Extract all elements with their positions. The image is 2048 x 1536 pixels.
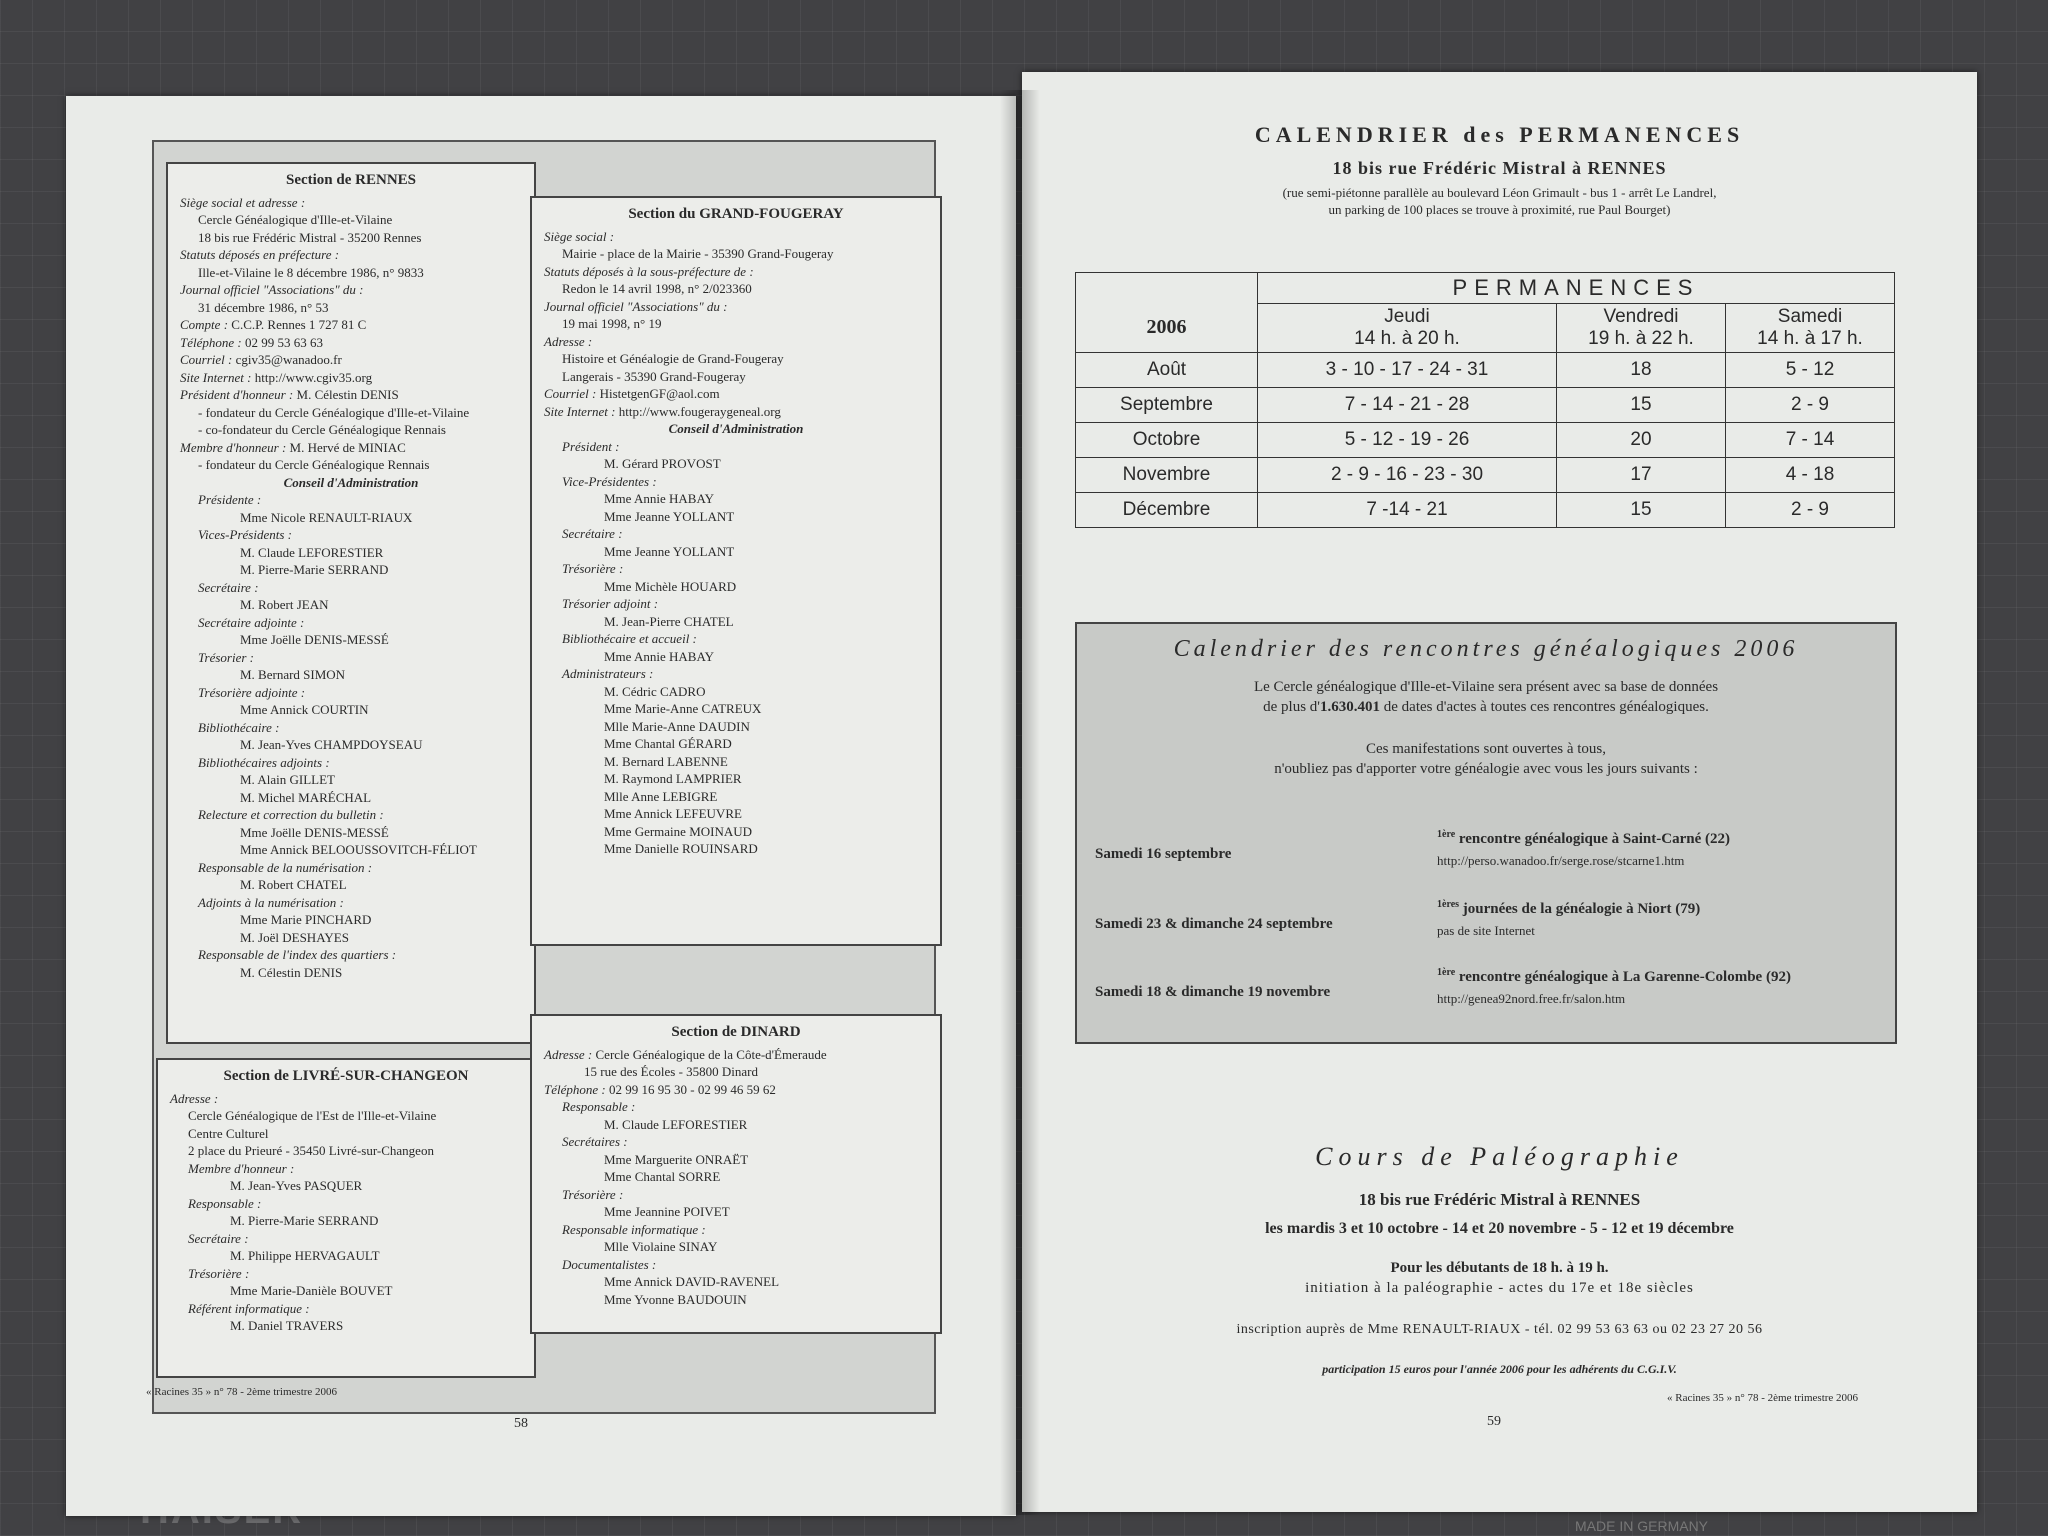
table-cell-vendredi: 18 (1557, 353, 1726, 388)
section-line: Responsable : (188, 1195, 262, 1211)
section-rennes (166, 162, 536, 1044)
field-label: Téléphone : (180, 334, 242, 350)
section-line: Siège social : (544, 228, 615, 244)
section-line: Mme Annick DAVID-RAVENEL (604, 1274, 780, 1289)
page-number: 59 (1487, 1414, 1501, 1429)
intro-text: de plus d' (1263, 699, 1321, 715)
table-cell-month: Septembre (1076, 388, 1258, 423)
section-line: 15 rue des Écoles - 35800 Dinard (584, 1064, 759, 1079)
table-col-header (1258, 304, 1557, 353)
section-line: Mme Nicole RENAULT-RIAUX (240, 509, 413, 525)
field-label: Adresse : (544, 1046, 593, 1062)
section-line: 18 bis rue Frédéric Mistral - 35200 Rennes (198, 229, 422, 245)
section-line: Mme Jeannine POIVET (604, 1204, 730, 1219)
section-line: Trésorière : (188, 1265, 250, 1281)
section-line: M. Gérard PROVOST (604, 456, 721, 471)
section-line: M. Pierre-Marie SERRAND (240, 562, 389, 577)
table-cell-jeudi: 3 - 10 - 17 - 24 - 31 (1258, 353, 1557, 388)
event-title (1437, 824, 1730, 850)
event-title (1437, 962, 1791, 988)
note-line: n'oubliez pas d'apporter votre généalogie avec vous les jours suivants : (1274, 761, 1698, 777)
section-line (544, 1081, 928, 1099)
section-line: Bibliothécaires adjoints : (198, 754, 330, 770)
section-line: Mme Chantal GÉRARD (604, 736, 732, 751)
section-line: Bibliothécaire : (198, 719, 280, 735)
section-line: 19 mai 1998, n° 19 (562, 316, 662, 331)
section-line: - co-fondateur du Cercle Généalogique Rennais (198, 422, 446, 437)
table-cell-vendredi: 20 (1557, 423, 1726, 458)
page-footer: « Racines 35 » n° 78 - 2ème trimestre 2006 (146, 1386, 338, 1398)
section-line: Mme Marguerite ONRAËT (604, 1151, 749, 1167)
section-line: Trésorière : (562, 1186, 624, 1202)
section-line: Trésorier : (198, 649, 254, 665)
calendar-address: 18 bis rue Frédéric Mistral à RENNES (1332, 158, 1667, 178)
event-detail (1437, 962, 1791, 1009)
section-line: Adjoints à la numérisation : (198, 894, 344, 910)
event-title (1437, 894, 1700, 920)
section-line: M. Jean-Yves PASQUER (230, 1178, 363, 1193)
rencontres-intro (1077, 677, 1895, 717)
section-line: Mme Annick BELOOUSSOVITCH-FÉLIOT (240, 842, 477, 857)
field-value: cgiv35@wanadoo.fr (232, 352, 342, 367)
intro-line (1077, 697, 1895, 717)
section-line (180, 369, 522, 387)
table-cell-samedi: 2 - 9 (1726, 493, 1895, 528)
made-in-label: MADE IN GERMANY (1575, 1518, 1709, 1534)
section-line: Mme Annick COURTIN (240, 702, 369, 717)
section-livre-sur-changeon (156, 1058, 536, 1378)
section-line: Mlle Violaine SINAY (604, 1239, 718, 1254)
section-line: Responsable informatique : (562, 1221, 706, 1237)
event-detail (1437, 824, 1730, 871)
section-line: Journal officiel "Associations" du : (180, 282, 364, 297)
event-name: journées de la généalogie à Niort (79) (1462, 901, 1701, 917)
section-line: Administrateurs : (562, 666, 654, 681)
section-dinard (530, 1014, 942, 1334)
section-line: Statuts déposés à la sous-préfecture de : (544, 263, 754, 279)
section-line: Documentalistes : (562, 1256, 657, 1272)
section-line: Mme Marie-Anne CATREUX (604, 701, 762, 716)
section-line: Cercle Généalogique de l'Est de l'Ille-et-Vilaine (188, 1108, 437, 1123)
section-line: Responsable de l'index des quartiers : (198, 947, 397, 962)
section-line: Mme Annick LEFEUVRE (604, 806, 742, 821)
section-line: Mme Joëlle DENIS-MESSÉ (240, 632, 389, 647)
table-cell-jeudi: 7 -14 - 21 (1258, 493, 1557, 528)
rencontres-box (1075, 622, 1897, 1044)
table-cell-vendredi: 15 (1557, 493, 1726, 528)
section-line (544, 1046, 928, 1064)
section-line: 31 décembre 1986, n° 53 (198, 299, 329, 315)
section-line: M. Robert CHATEL (240, 877, 347, 892)
table-row (1076, 493, 1895, 528)
section-line: Centre Culturel (188, 1125, 269, 1141)
field-label: Téléphone : (544, 1081, 606, 1097)
table-cell-samedi: 4 - 18 (1726, 458, 1895, 493)
event-date: Samedi 23 & dimanche 24 septembre (1095, 916, 1333, 932)
table-row (1076, 423, 1895, 458)
subtitle-line: (rue semi-piétonne parallèle au boulevard Léon Grimault - bus 1 - arrêt Le Landrel, (1282, 185, 1717, 200)
table-cell-jeudi: 2 - 9 - 16 - 23 - 30 (1258, 458, 1557, 493)
cours-dates: les mardis 3 et 10 octobre - 14 et 20 novembre - 5 - 12 et 19 décembre (1265, 1220, 1734, 1237)
intro-line: Le Cercle généalogique d'Ille-et-Vilaine sera présent avec sa base de données (1253, 679, 1719, 695)
field-value: M. Célestin DENIS (293, 387, 399, 402)
event-url: http://genea92nord.free.fr/salon.htm (1437, 991, 1626, 1006)
col-hours: 19 h. à 22 h. (1588, 328, 1694, 349)
section-line: Mme Joëlle DENIS-MESSÉ (240, 824, 389, 840)
table-cell-vendredi: 17 (1557, 458, 1726, 493)
table-cell-month: Août (1076, 353, 1258, 388)
cours-initiation: initiation à la paléographie - actes du 17e et 18e siècles (1305, 1280, 1694, 1296)
section-line: M. Claude LEFORESTIER (240, 544, 384, 560)
section-line: M. Philippe HERVAGAULT (230, 1248, 380, 1263)
subtitle-line: un parking de 100 places se trouve à proximité, rue Paul Bourget) (1328, 202, 1671, 217)
event-name: rencontre généalogique à Saint-Carné (22) (1458, 831, 1730, 847)
section-title: Section de DINARD (671, 1024, 801, 1040)
event-name: rencontre généalogique à La Garenne-Colombe (92) (1458, 969, 1791, 985)
section-line (544, 385, 928, 403)
event-url: pas de site Internet (1437, 923, 1535, 938)
section-line: Mlle Marie-Anne DAUDIN (604, 718, 750, 734)
section-line: Mme Jeanne YOLLANT (604, 543, 735, 559)
section-line (180, 316, 522, 334)
event-url: http://perso.wanadoo.fr/serge.rose/stcarne1.htm (1437, 853, 1685, 868)
calendar-subtitle (1022, 184, 1977, 218)
section-line: M. Claude LEFORESTIER (604, 1116, 748, 1132)
section-line: Responsable : (562, 1099, 636, 1114)
col-day: Samedi (1777, 306, 1843, 327)
table-col-header (1557, 304, 1726, 353)
table-cell-jeudi: 5 - 12 - 19 - 26 (1258, 423, 1557, 458)
section-title: Section de LIVRÉ-SUR-CHANGEON (223, 1068, 469, 1084)
section-grand-fougeray (530, 196, 942, 946)
section-title: Section de RENNES (285, 172, 416, 188)
section-line: Mme Annie HABAY (604, 648, 715, 664)
section-line: Cercle Généalogique d'Ille-et-Vilaine (198, 212, 393, 227)
event-detail (1437, 894, 1700, 941)
section-line: Redon le 14 avril 1998, n° 2/023360 (562, 281, 752, 296)
intro-text: de dates d'actes à toutes ces rencontres généalogiques. (1380, 699, 1709, 715)
section-line: M. Joël DESHAYES (240, 929, 349, 945)
field-value: M. Hervé de MINIAC (286, 439, 406, 455)
section-line: Mme Michèle HOUARD (604, 578, 737, 594)
section-line: Vice-Présidentes : (562, 473, 657, 489)
table-year: 2006 (1076, 304, 1258, 353)
section-line: M. Alain GILLET (240, 772, 335, 787)
book-spine-shadow (1000, 90, 1040, 1515)
table-cell-jeudi: 7 - 14 - 21 - 28 (1258, 388, 1557, 423)
section-line: Président : (562, 438, 620, 454)
field-value: 02 99 53 63 63 (241, 334, 323, 350)
col-day: Jeudi (1384, 306, 1430, 327)
table-corner (1076, 273, 1258, 304)
section-line: Adresse : (544, 333, 593, 349)
right-page (1022, 72, 1977, 1512)
section-line: M. Pierre-Marie SERRAND (230, 1213, 379, 1228)
event-ordinal: 1ère (1437, 829, 1456, 840)
section-line: Trésorière : (562, 561, 624, 576)
section-line: Mme Germaine MOINAUD (604, 823, 753, 839)
section-line: Mme Marie PINCHARD (240, 912, 372, 927)
section-line: Mme Marie-Danièle BOUVET (230, 1283, 393, 1298)
record-count: 1.630.401 (1320, 699, 1381, 715)
section-line: Présidente : (198, 492, 262, 507)
section-line: Mairie - place de la Mairie - 35390 Grand-Fougeray (562, 246, 834, 261)
section-line: Bibliothécaire et accueil : (562, 631, 697, 646)
rencontres-note (1077, 739, 1895, 779)
field-label: Courriel : (544, 386, 597, 401)
table-cell-samedi: 7 - 14 (1726, 423, 1895, 458)
event-ordinal: 1ères (1437, 899, 1460, 910)
cours-inscription: inscription auprès de Mme RENAULT-RIAUX - tél. 02 99 53 63 63 ou 02 23 27 20 56 (1236, 1322, 1763, 1337)
col-hours: 14 h. à 20 h. (1354, 328, 1460, 349)
section-line: Conseil d'Administration (283, 474, 419, 490)
section-line: Trésorière adjointe : (198, 684, 306, 700)
permanences-table (1075, 272, 1895, 528)
page-footer: « Racines 35 » n° 78 - 2ème trimestre 2006 (1667, 1392, 1859, 1404)
section-line: 2 place du Prieuré - 35450 Livré-sur-Changeon (188, 1143, 434, 1158)
section-line: Secrétaire : (188, 1230, 249, 1246)
section-line: Référent informatique : (188, 1300, 310, 1316)
table-cell-vendredi: 15 (1557, 388, 1726, 423)
section-line: Secrétaires : (562, 1134, 628, 1149)
field-value: http://www.fougeraygeneal.org (615, 403, 781, 419)
section-line: Ille-et-Vilaine le 8 décembre 1986, n° 9833 (198, 264, 424, 280)
section-line: M. Bernard LABENNE (604, 753, 728, 769)
cours-debutants: Pour les débutants de 18 h. à 19 h. (1390, 1260, 1609, 1276)
section-line: Mme Annie HABAY (604, 491, 715, 506)
section-line (180, 351, 522, 369)
field-value: C.C.P. Rennes 1 727 81 C (228, 317, 367, 332)
cours-participation: participation 15 euros pour l'année 2006 pour les adhérents du C.G.I.V. (1322, 1362, 1677, 1376)
table-header: PERMANENCES (1258, 273, 1895, 304)
field-value: http://www.cgiv35.org (251, 369, 373, 385)
table-cell-month: Novembre (1076, 458, 1258, 493)
event-date: Samedi 18 & dimanche 19 novembre (1095, 984, 1331, 1000)
table-row (1076, 458, 1895, 493)
section-line: - fondateur du Cercle Généalogique d'Ille-et-Vilaine (198, 404, 470, 420)
section-line (544, 403, 928, 421)
section-line: Mme Yvonne BAUDOUIN (604, 1291, 747, 1307)
table-col-header (1726, 304, 1895, 353)
col-day: Vendredi (1603, 306, 1679, 327)
section-line: Membre d'honneur : (188, 1160, 295, 1176)
section-line: Secrétaire : (198, 579, 259, 595)
section-line: M. Cédric CADRO (604, 683, 706, 699)
table-cell-samedi: 5 - 12 (1726, 353, 1895, 388)
note-line: Ces manifestations sont ouvertes à tous, (1366, 741, 1606, 757)
cours-title: Cours de Paléographie (1315, 1142, 1684, 1171)
field-value: HistetgenGF@aol.com (596, 386, 720, 401)
table-cell-samedi: 2 - 9 (1726, 388, 1895, 423)
field-label: Membre d'honneur : (180, 439, 287, 455)
section-line: Statuts déposés en préfecture : (180, 247, 340, 262)
event-ordinal: 1ère (1437, 967, 1456, 978)
section-line: M. Robert JEAN (240, 597, 329, 612)
section-line: M. Célestin DENIS (240, 964, 343, 980)
table-cell-month: Octobre (1076, 423, 1258, 458)
cours-address: 18 bis rue Frédéric Mistral à RENNES (1358, 1190, 1641, 1209)
section-line: Siège social et adresse : (180, 194, 306, 210)
field-label: Compte : (180, 317, 229, 332)
section-line: M. Michel MARÉCHAL (240, 789, 372, 805)
section-line: Histoire et Généalogie de Grand-Fougeray (562, 351, 784, 366)
section-line: M. Jean-Yves CHAMPDOYSEAU (240, 737, 423, 752)
section-line: M. Bernard SIMON (240, 667, 346, 682)
section-line: Secrétaire adjointe : (198, 614, 305, 630)
section-line: Relecture et correction du bulletin : (198, 807, 384, 822)
section-line: Vices-Présidents : (198, 527, 292, 542)
table-cell-month: Décembre (1076, 493, 1258, 528)
section-line (180, 386, 522, 404)
section-line: Journal officiel "Associations" du : (544, 298, 728, 314)
section-line: - fondateur du Cercle Généalogique Rennais (198, 457, 430, 472)
field-label: Site Internet : (544, 403, 616, 419)
section-line: Mme Danielle ROUINSARD (604, 841, 758, 856)
field-label: Site Internet : (180, 369, 252, 385)
calendar-title: CALENDRIER des PERMANENCES (1254, 122, 1745, 147)
section-line: Conseil d'Administration (668, 421, 804, 436)
section-line: M. Raymond LAMPRIER (604, 771, 742, 786)
section-line: M. Jean-Pierre CHATEL (604, 613, 734, 629)
field-label: Courriel : (180, 352, 233, 367)
section-line (180, 439, 522, 457)
section-line: Langerais - 35390 Grand-Fougeray (562, 368, 746, 384)
section-line: Responsable de la numérisation : (198, 859, 373, 875)
section-line: Adresse : (170, 1090, 219, 1106)
section-line: Mlle Anne LEBIGRE (604, 788, 718, 804)
event-date: Samedi 16 septembre (1095, 846, 1232, 862)
left-page (66, 96, 1016, 1516)
rencontres-title: Calendrier des rencontres généalogiques 2006 (1173, 636, 1799, 662)
field-label: Président d'honneur : (180, 387, 294, 402)
field-value: 02 99 16 95 30 - 02 99 46 59 62 (605, 1081, 776, 1097)
section-line: M. Daniel TRAVERS (230, 1318, 344, 1333)
page-number: 58 (514, 1416, 528, 1431)
section-line: Trésorier adjoint : (562, 596, 659, 611)
section-line: Mme Jeanne YOLLANT (604, 508, 735, 524)
field-value: Cercle Généalogique de la Côte-d'Émeraude (592, 1046, 827, 1062)
section-line: Mme Chantal SORRE (604, 1169, 721, 1184)
section-title: Section du GRAND-FOUGERAY (628, 206, 844, 222)
section-line (180, 334, 522, 352)
table-row (1076, 353, 1895, 388)
section-line: Secrétaire : (562, 526, 623, 541)
col-hours: 14 h. à 17 h. (1757, 328, 1863, 349)
table-row (1076, 388, 1895, 423)
